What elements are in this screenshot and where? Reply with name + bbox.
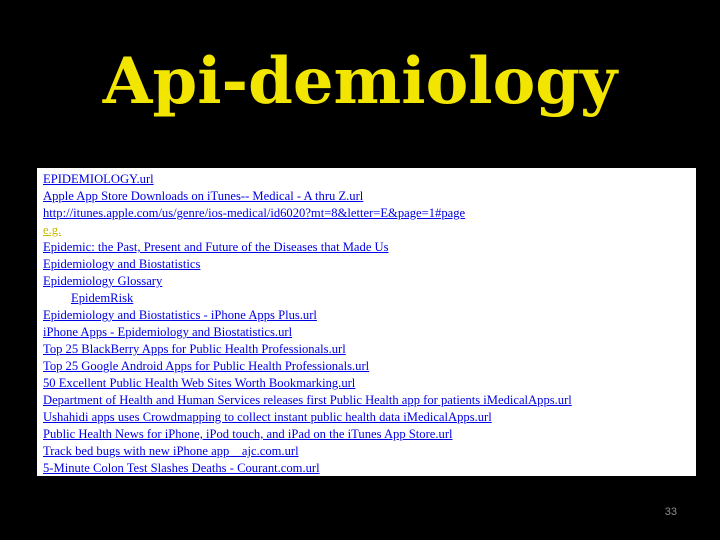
link-epidemrisk[interactable]: EpidemRisk: [71, 291, 134, 305]
link-epidemiology-glossary[interactable]: Epidemiology Glossary: [43, 274, 163, 288]
link-ushahidi[interactable]: Ushahidi apps uses Crowdmapping to collect instant public health data iMedicalApps.url: [43, 410, 492, 424]
link-public-health-websites[interactable]: 50 Excellent Public Health Web Sites Worth Bookmarking.url: [43, 376, 356, 390]
link-android-apps[interactable]: Top 25 Google Android Apps for Public Health Professionals.url: [43, 359, 370, 373]
eg-label[interactable]: e.g.: [43, 223, 62, 237]
slide-title: Api-demiology: [102, 44, 618, 119]
link-iphone-apps-plus[interactable]: Epidemiology and Biostatistics - iPhone Apps Plus.url: [43, 308, 317, 322]
link-list-box: [37, 168, 696, 476]
link-itunes-url[interactable]: http://itunes.apple.com/us/genre/ios-medical/id6020?mt=8&letter=E&page=1#page: [43, 206, 466, 220]
link-epidemic-book[interactable]: Epidemic: the Past, Present and Future of the Diseases that Made Us: [43, 240, 389, 254]
link-epidemiology-url[interactable]: EPIDEMIOLOGY.url: [43, 172, 154, 186]
link-iphone-apps-epi[interactable]: iPhone Apps - Epidemiology and Biostatistics.url: [43, 325, 293, 339]
link-colon-test[interactable]: 5-Minute Colon Test Slashes Deaths - Courant.com.url: [43, 461, 320, 475]
link-app-store-medical[interactable]: Apple App Store Downloads on iTunes-- Medical - A thru Z.url: [43, 189, 364, 203]
page-number: 33: [664, 506, 677, 518]
link-blackberry-apps[interactable]: Top 25 BlackBerry Apps for Public Health Professionals.url: [43, 342, 346, 356]
link-hhs-app[interactable]: Department of Health and Human Services releases first Public Health app for patients iMedicalApps.url: [43, 393, 572, 407]
link-bed-bugs[interactable]: Track bed bugs with new iPhone app _ ajc.com.url: [43, 444, 299, 458]
link-public-health-news[interactable]: Public Health News for iPhone, iPod touch, and iPad on the iTunes App Store.url: [43, 427, 453, 441]
link-epidemiology-biostatistics[interactable]: Epidemiology and Biostatistics: [43, 257, 201, 271]
